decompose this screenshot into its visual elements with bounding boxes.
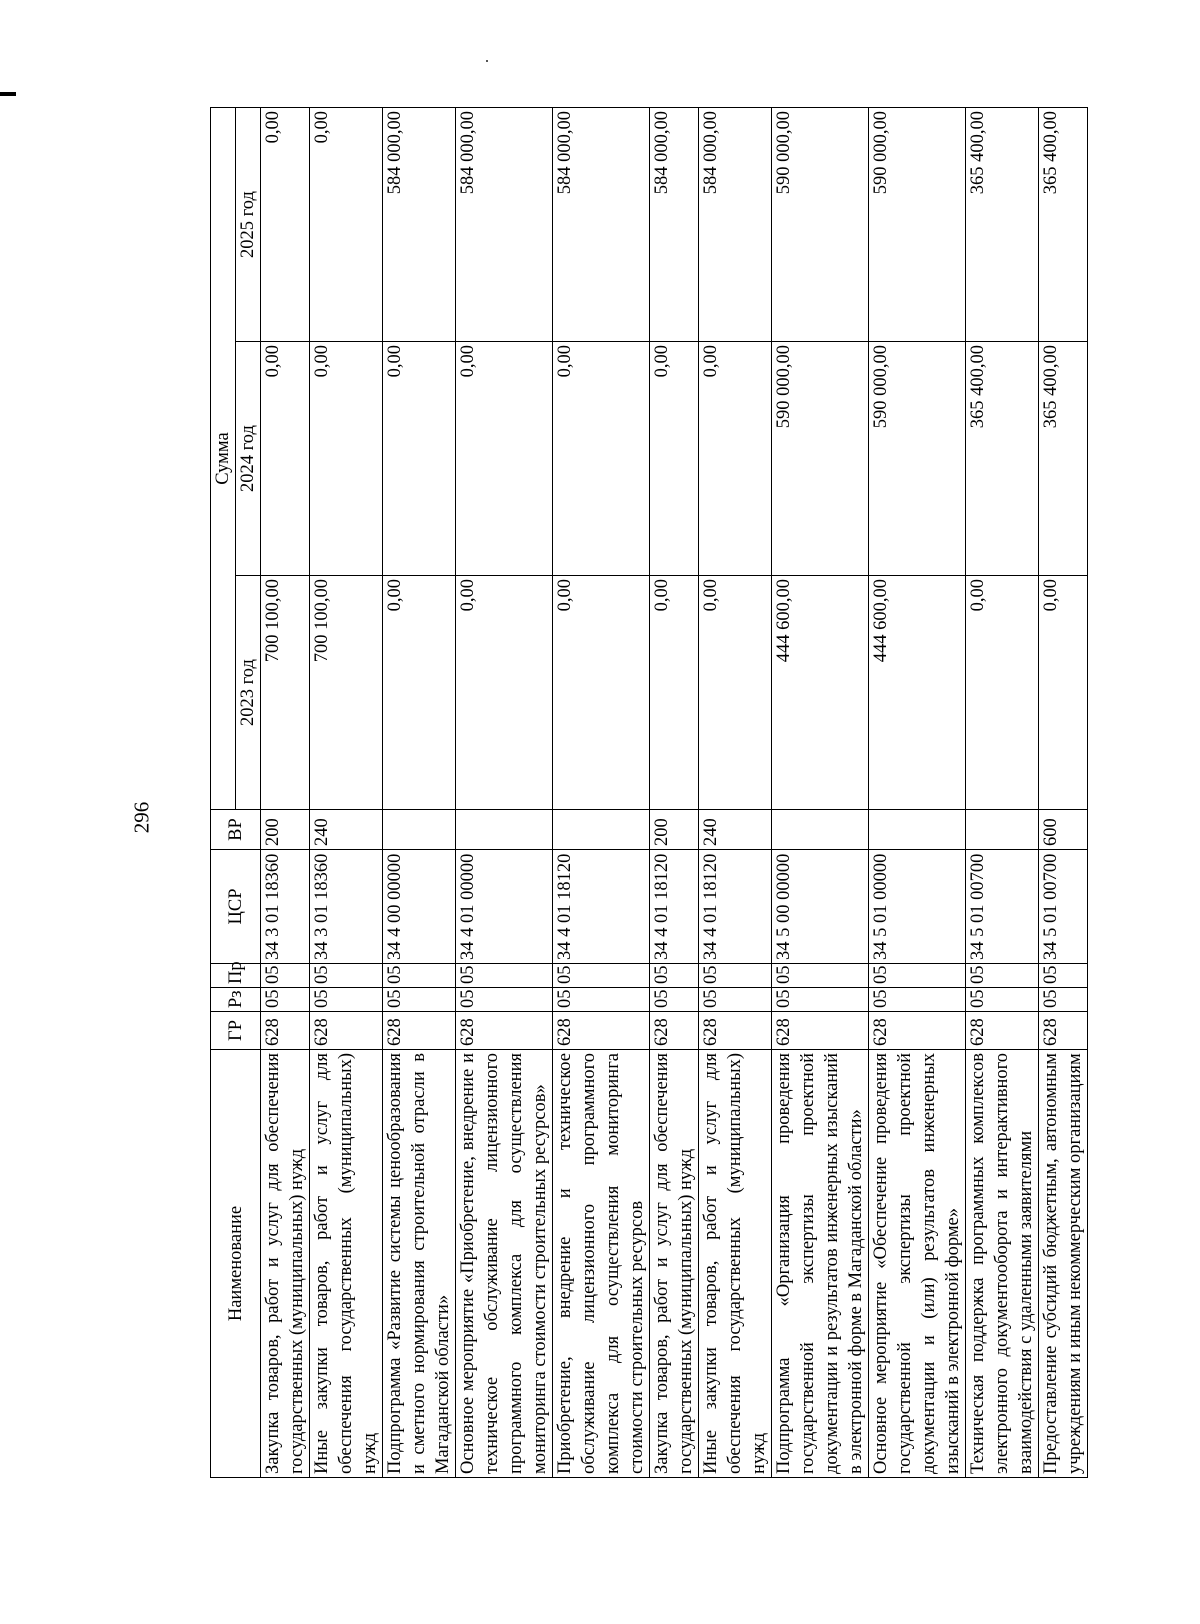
cell-csr: 34 4 00 00000: [383, 850, 456, 964]
scan-dust-dot: [486, 60, 488, 62]
cell-rz: 05: [966, 988, 1039, 1012]
cell-2023: 0,00: [456, 576, 553, 810]
cell-csr: 34 4 01 18120: [699, 850, 772, 964]
cell-rz: 05: [1039, 988, 1088, 1012]
cell-2023: 700 100,00: [261, 576, 310, 810]
header-pr: Пр: [211, 964, 261, 988]
cell-2023: 0,00: [966, 576, 1039, 810]
cell-vr: 240: [699, 810, 772, 850]
cell-2025: 584 000,00: [699, 108, 772, 342]
cell-2023: 444 600,00: [869, 576, 966, 810]
cell-2024: 365 400,00: [966, 342, 1039, 576]
scan-edge-mark: [0, 92, 16, 96]
cell-gr: 628: [869, 1012, 966, 1050]
cell-gr: 628: [772, 1012, 869, 1050]
cell-vr: [772, 810, 869, 850]
cell-gr: 628: [261, 1012, 310, 1050]
cell-gr: 628: [553, 1012, 650, 1050]
table-row: [650, 108, 699, 1478]
cell-vr: 600: [1039, 810, 1088, 850]
cell-2024: 0,00: [261, 342, 310, 576]
header-name: Наименование: [211, 1050, 261, 1478]
cell-pr: 05: [699, 964, 772, 988]
cell-2025: 365 400,00: [966, 108, 1039, 342]
cell-2024: 0,00: [699, 342, 772, 576]
cell-vr: [869, 810, 966, 850]
cell-2024: 590 000,00: [869, 342, 966, 576]
cell-name: Подпрограмма «Развитие системы ценообразования и сметного нормирования строительной отрасли в Магаданской области»: [383, 1050, 456, 1478]
cell-name: Приобретение, внедрение и техническое обслуживание лицензионного программного комплекса для осуществления мониторинга стоимости строительных ресурсов: [553, 1050, 650, 1478]
cell-2024: 365 400,00: [1039, 342, 1088, 576]
cell-2024: 0,00: [310, 342, 383, 576]
cell-rz: 05: [699, 988, 772, 1012]
cell-name: Техническая поддержка программных комплексов электронного документооборота и интерактивного взаимодействия с удаленными заявителями: [966, 1050, 1039, 1478]
cell-pr: 05: [966, 964, 1039, 988]
table-body: [261, 108, 1088, 1478]
rotated-table-container: [210, 108, 1110, 1478]
cell-pr: 05: [1039, 964, 1088, 988]
header-rz: Рз: [211, 988, 261, 1012]
cell-name: Закупка товаров, работ и услуг для обеспечения государственных (муниципальных) нужд: [261, 1050, 310, 1478]
cell-rz: 05: [456, 988, 553, 1012]
cell-2023: 0,00: [1039, 576, 1088, 810]
cell-name: Иные закупки товаров, работ и услуг для обеспечения государственных (муниципальных) нужд: [310, 1050, 383, 1478]
cell-2025: 584 000,00: [553, 108, 650, 342]
cell-2023: 0,00: [650, 576, 699, 810]
cell-pr: 05: [869, 964, 966, 988]
header-csr: ЦСР: [211, 850, 261, 964]
cell-vr: 200: [261, 810, 310, 850]
cell-name: Иные закупки товаров, работ и услуг для обеспечения государственных (муниципальных) нужд: [699, 1050, 772, 1478]
cell-vr: 240: [310, 810, 383, 850]
cell-2025: 0,00: [261, 108, 310, 342]
cell-2025: 365 400,00: [1039, 108, 1088, 342]
cell-name: Основное мероприятие «Обеспечение проведения государственной экспертизы проектной документации и (или) результатов инженерных изысканий в электронной форме»: [869, 1050, 966, 1478]
cell-2024: 0,00: [456, 342, 553, 576]
cell-rz: 05: [383, 988, 456, 1012]
cell-2024: 0,00: [650, 342, 699, 576]
table-row: [383, 108, 456, 1478]
cell-csr: 34 5 01 00000: [869, 850, 966, 964]
table-head: [211, 108, 261, 1478]
header-gr: ГР: [211, 1012, 261, 1050]
cell-pr: 05: [383, 964, 456, 988]
cell-csr: 34 5 00 00000: [772, 850, 869, 964]
cell-csr: 34 5 01 00700: [1039, 850, 1088, 964]
table-row: [310, 108, 383, 1478]
cell-2024: 0,00: [383, 342, 456, 576]
cell-pr: 05: [650, 964, 699, 988]
cell-2024: 590 000,00: [772, 342, 869, 576]
cell-rz: 05: [310, 988, 383, 1012]
cell-2025: 584 000,00: [383, 108, 456, 342]
cell-csr: 34 4 01 18120: [553, 850, 650, 964]
cell-vr: [456, 810, 553, 850]
cell-rz: 05: [772, 988, 869, 1012]
table-row: [456, 108, 553, 1478]
header-vr: ВР: [211, 810, 261, 850]
header-2025: 2025 год: [236, 108, 261, 342]
cell-2023: 0,00: [699, 576, 772, 810]
cell-pr: 05: [310, 964, 383, 988]
cell-rz: 05: [869, 988, 966, 1012]
cell-gr: 628: [456, 1012, 553, 1050]
cell-vr: [966, 810, 1039, 850]
cell-2025: 0,00: [310, 108, 383, 342]
table-row: [966, 108, 1039, 1478]
cell-2024: 0,00: [553, 342, 650, 576]
cell-2025: 584 000,00: [650, 108, 699, 342]
header-sum: Сумма: [211, 108, 236, 810]
table-row: [699, 108, 772, 1478]
cell-pr: 05: [261, 964, 310, 988]
cell-rz: 05: [650, 988, 699, 1012]
header-row-1: [211, 108, 236, 1478]
cell-csr: 34 4 01 00000: [456, 850, 553, 964]
budget-table: [210, 107, 1088, 1478]
cell-gr: 628: [310, 1012, 383, 1050]
cell-gr: 628: [1039, 1012, 1088, 1050]
cell-pr: 05: [456, 964, 553, 988]
cell-csr: 34 3 01 18360: [261, 850, 310, 964]
cell-2023: 444 600,00: [772, 576, 869, 810]
table-row: [772, 108, 869, 1478]
table-row: [553, 108, 650, 1478]
cell-name: Предоставление субсидий бюджетным, автономным учреждениям и иным некоммерческим организациям: [1039, 1050, 1088, 1478]
table-row: [261, 108, 310, 1478]
cell-gr: 628: [699, 1012, 772, 1050]
cell-csr: 34 4 01 18120: [650, 850, 699, 964]
header-2024: 2024 год: [236, 342, 261, 576]
cell-2025: 590 000,00: [869, 108, 966, 342]
cell-2023: 0,00: [383, 576, 456, 810]
cell-gr: 628: [650, 1012, 699, 1050]
cell-vr: 200: [650, 810, 699, 850]
cell-vr: [553, 810, 650, 850]
cell-2025: 584 000,00: [456, 108, 553, 342]
cell-csr: 34 3 01 18360: [310, 850, 383, 964]
cell-name: Основное мероприятие «Приобретение, внедрение и техническое обслуживание лицензионного программного комплекса для осуществления мониторинга стоимости строительных ресурсов»: [456, 1050, 553, 1478]
header-2023: 2023 год: [236, 576, 261, 810]
cell-2023: 0,00: [553, 576, 650, 810]
cell-rz: 05: [261, 988, 310, 1012]
cell-vr: [383, 810, 456, 850]
cell-pr: 05: [553, 964, 650, 988]
cell-2025: 590 000,00: [772, 108, 869, 342]
table-row: [869, 108, 966, 1478]
page-number: 296: [129, 801, 154, 834]
cell-rz: 05: [553, 988, 650, 1012]
cell-name: Подпрограмма «Организация проведения государственной экспертизы проектной документации и результатов инженерных изысканий в электронной форме в Магаданской области»: [772, 1050, 869, 1478]
cell-csr: 34 5 01 00700: [966, 850, 1039, 964]
cell-gr: 628: [966, 1012, 1039, 1050]
cell-pr: 05: [772, 964, 869, 988]
cell-name: Закупка товаров, работ и услуг для обеспечения государственных (муниципальных) нужд: [650, 1050, 699, 1478]
cell-gr: 628: [383, 1012, 456, 1050]
table-row: [1039, 108, 1088, 1478]
cell-2023: 700 100,00: [310, 576, 383, 810]
